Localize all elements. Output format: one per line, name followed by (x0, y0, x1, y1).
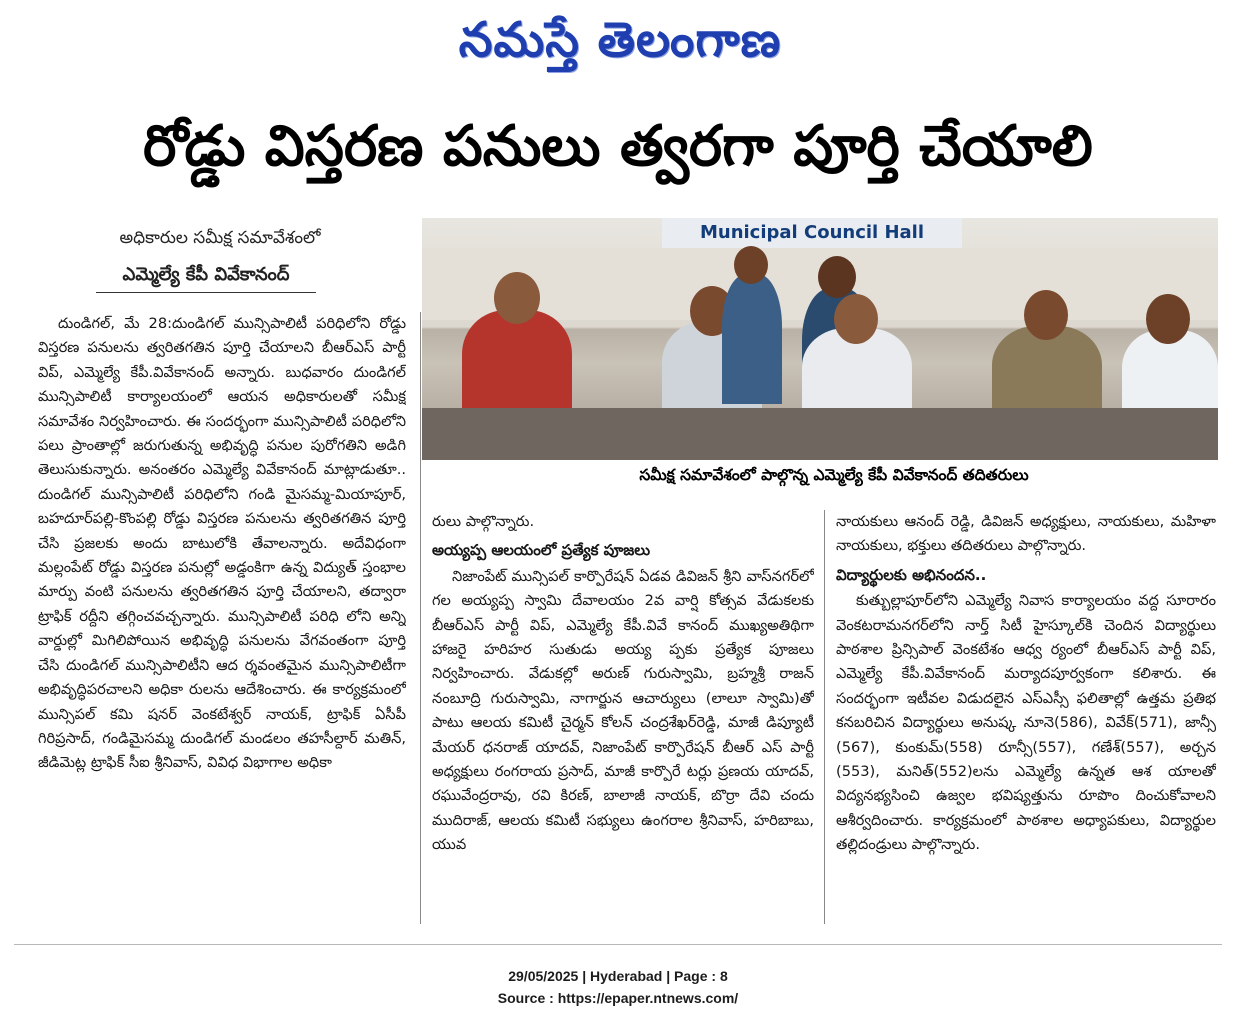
column-divider (824, 510, 825, 924)
photo-banner-text: Municipal Council Hall (662, 218, 962, 248)
article-kicker: అధికారుల సమీక్ష సమావేశంలో (119, 228, 321, 248)
article-paragraph: నాయకులు ఆనంద్ రెడ్డి, డివిజన్ అధ్యక్షులు, నాయకులు, మహిళా నాయకులు, భక్తులు తదితరులు పాల్గొన్నారు. (836, 513, 1216, 555)
column-divider (420, 312, 421, 924)
article-column-3 (836, 510, 1216, 922)
page-bottom-rule (14, 944, 1222, 945)
photo-caption: సమీక్ష సమావేశంలో పాల్గొన్న ఎమ్మెల్యే కేపీ వివేకానంద్ తదితరులు (639, 466, 1029, 484)
footer-date-page: 29/05/2025 | Hyderabad | Page : 8 (508, 968, 728, 984)
article-byline-kicker: ఎమ్మెల్యే కేపీ వివేకానంద్ (96, 264, 316, 293)
section-subheading: అయ్యప్ప ఆలయంలో ప్రత్యేక పూజలు (432, 541, 651, 560)
article-paragraph: రులు పాల్గొన్నారు. (432, 513, 535, 530)
footer-source: Source : https://epaper.ntnews.com/ (497, 990, 739, 1006)
article-column-2 (432, 510, 814, 922)
article-paragraph: నిజాంపేట్ మున్సిపల్ కార్పొరేషన్ ఏడవ డివిజన్ శ్రీని వాస్‌నగర్‌లో గల అయ్యప్ప స్వామి దేవాలయం 2వ వార్షి కోత్సవ వేడుకలకు బీఆర్ఎస్ పార్టీ విప్, ఎమ్మెల్యే కేపీ.వివే కానంద్ ముఖ్యఅతిథిగా హాజరై హరిహర సుతుడు అయ్య ప్పకు ప్రత్యేక పూజలు నిర్వహించారు. వేడుకల్లో అరుణ్ గురుస్వామి, బ్రహ్మశ్రీ రాజన్ నంబూద్రి గురుస్వామి, నాగార్జున ఆచార్యులు (లాలూ స్వామి)తో పాటు ఆలయ కమిటీ చైర్మన్ కోలన్ చంద్రశేఖర్‌రెడ్డి, మాజీ డిప్యూటీ మేయర్ ధనరాజ్ యాదవ్, నిజాంపేట్ కార్పొరేషన్ బీఆర్ ఎస్ పార్టీ అధ్యక్షులు రంగరాయ ప్రసాద్, మాజీ కార్పొరే టర్లు ప్రణయ యాదవ్, రఘువేంద్రరావు, రవి కిరణ్, బాలాజీ నాయక్, బొర్రా దేవి చందు ముదిరాజ్, ఆలయ కమిటీ సభ్యులు ఉంగరాల శ్రీనివాస్, హరిబాబు, యువ (432, 567, 814, 854)
photo-desk (422, 408, 1218, 460)
newspaper-masthead: నమస్తే తెలంగాణ (458, 12, 782, 68)
article-column-1 (38, 312, 406, 922)
article-paragraph: దుండిగల్, మే 28:దుండిగల్ మున్సిపాలిటీ పరిధిలోని రోడ్డు విస్తరణ పనులను త్వరితగతిన పూర్తి చేయాలని బీఆర్ఎస్ పార్టీ విప్, ఎమ్మెల్యే కేపీ.వివేకానంద్ అన్నారు. బుధవారం దుండిగల్ మున్సిపాలిటీ కార్యాలయంలో ఆయన అధికారులతో సమీక్ష సమావేశం నిర్వహించారు. ఈ సందర్భంగా మున్సిపాలిటీ పరిధిలోని పలు ప్రాంతాల్లో జరుగుతున్న అభివృద్ధి పనుల పురోగతిని అడిగి తెలుసుకున్నారు. అనంతరం ఎమ్మెల్యే వివేకానంద్ మాట్లాడుతూ.. దుండిగల్ మున్సిపాలిటీ పరిధిలోని గండి మైసమ్మ-మియాపూర్, బహదూర్‌పల్లి-కొంపల్లి రోడ్డు విస్తరణ పనులను త్వరితగతిన పూర్తి చేసి ప్రజలకు అందు బాటులోకి తేవాలన్నారు. అదేవిధంగా మల్లంపేట్ రోడ్డు విస్తరణ పనుల్లో అడ్డంకిగా ఉన్న విద్యుత్ స్తంభాల మార్పు వంటి పనులను త్వరితగతిన పూర్తి చేయాలని, తద్వారా ట్రాఫిక్ రద్దీని తగ్గించవచ్చన్నారు. మున్సిపాలిటీ పరిధి లోని అన్ని వార్డుల్లో మిగిలిపోయిన అభివృద్ధి పనులను వేగవంతంగా పూర్తి చేసి దుండిగల్ మున్సిపాలిటీని ఆద ర్శవంతమైన మున్సిపాలిటీగా అభివృద్ధిపరచాలని అధికా రులను ఆదేశించారు. ఈ కార్యక్రమంలో మున్సిపల్ కమి షనర్ వెంకటేశ్వర్ నాయక్, ట్రాఫిక్ ఏసీపీ గిరిప్రసాద్, గండిమైసమ్మ దుండిగల్ మండలం తహసీల్దార్ మతిన్, జీడిమెట్ల ట్రాఫిక్ సీఐ శ్రీనివాస్, వివిధ విభాగాల అధికా (38, 315, 406, 772)
article-headline: రోడ్డు విస్తరణ పనులు త్వరగా పూర్తి చేయాలి (143, 114, 1093, 179)
section-subheading: విద్యార్థులకు అభినందన.. (836, 565, 987, 584)
meeting-photo (422, 218, 1218, 460)
article-paragraph: కుత్బుల్లాపూర్‌లోని ఎమ్మెల్యే నివాస కార్యాలయం వద్ద సూరారం వెంకటరామనగర్‌లోని నార్త్ సిటీ హైస్కూల్‌కి చెందిన విద్యార్థులు పాఠశాల ప్రిన్సిపాల్ వెంకటేశం ఆధ్వ ర్యంలో బీఆర్ఎస్ పార్టీ విప్, ఎమ్మెల్యే కేపీ.వివేకానంద్ మర్యాదపూర్వకంగా కలిశారు. ఈ సందర్భంగా ఇటీవల విడుదలైన ఎస్ఎస్సీ ఫలితాల్లో ఉత్తమ ప్రతిభ కనబరిచిన విద్యార్థులు అనుష్క నూనె(586), వివేక్(571), జాన్సీ (567), కుంకుమ్(558) రూన్సీ(557), గణేశ్(557), అర్చన (553), మనిత్(552)లను ఎమ్మెల్యే ఉన్నత ఆశ యాలతో విద్యనభ్యసించి ఉజ్వల భవిష్యత్తును రూపొం దించుకోవాలని ఆశీర్వదించారు. కార్యక్రమంలో పాఠశాల అధ్యాపకులు, విద్యార్థుల తల్లిదండ్రులు పాల్గొన్నారు. (836, 592, 1216, 854)
photo-person (722, 274, 782, 404)
photo-person (462, 310, 572, 420)
